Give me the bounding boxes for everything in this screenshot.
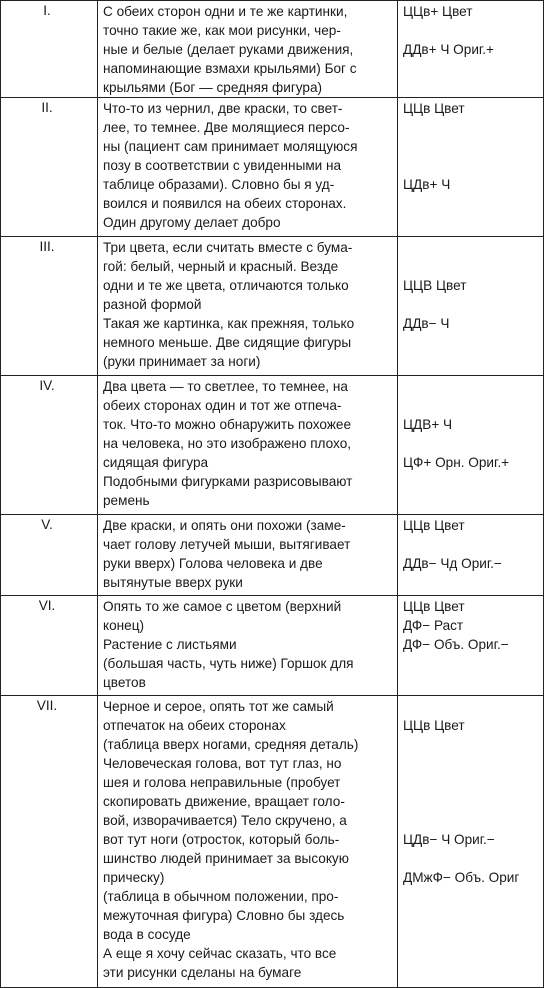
response-line: эти рисунки сделаны на бумаге bbox=[103, 965, 302, 980]
scoring-spacer bbox=[403, 811, 541, 830]
card-number: VI. bbox=[38, 598, 56, 613]
scoring-spacer bbox=[403, 754, 541, 773]
scoring-code: ЦЦв Цвет bbox=[403, 101, 465, 116]
response-line: Один другому делает добро bbox=[103, 215, 281, 230]
response-text-cell bbox=[98, 696, 398, 988]
scoring-code: ДДв− Ч bbox=[403, 316, 450, 331]
response-line: ток. Что-то можно обнаружить похожее bbox=[103, 417, 352, 432]
response-line: вой, изворачивается) Тело скручено, а bbox=[103, 813, 347, 828]
response-line: сидящая фигура bbox=[103, 455, 209, 470]
scoring-spacer bbox=[403, 118, 541, 137]
card-number: IV. bbox=[39, 378, 55, 393]
response-line: точно такие же, как мои рисунки, чер- bbox=[103, 23, 341, 38]
card-number-cell bbox=[1, 1, 98, 98]
response-line: ные и белые (делает руками движения, bbox=[103, 42, 354, 57]
table-row bbox=[1, 515, 544, 596]
scoring-cell bbox=[398, 596, 544, 696]
scoring-spacer bbox=[403, 377, 541, 396]
card-number-cell bbox=[1, 515, 98, 596]
response-line: Опять то же самое с цветом (верхний bbox=[103, 599, 342, 614]
scoring-code: ЦДв+ Ч bbox=[403, 177, 451, 192]
response-line: отпечаток на обеих сторонах bbox=[103, 718, 286, 733]
scoring-spacer bbox=[403, 773, 541, 792]
table-row bbox=[1, 98, 544, 237]
response-line: чает голову летучей мыши, вытягивает bbox=[103, 537, 351, 552]
response-line: воился и появился на обеих сторонах. bbox=[103, 196, 347, 211]
response-line: гой: белый, черный и красный. Везде bbox=[103, 259, 339, 274]
scoring-spacer bbox=[403, 735, 541, 754]
card-number: V. bbox=[41, 517, 53, 532]
response-line: шея и голова неправильные (пробует bbox=[103, 775, 341, 790]
scoring-spacer bbox=[403, 697, 541, 716]
scoring-cell bbox=[398, 376, 544, 515]
scoring-spacer bbox=[403, 535, 541, 554]
card-number-cell bbox=[1, 596, 98, 696]
card-number-cell bbox=[1, 237, 98, 376]
table-row bbox=[1, 1, 544, 98]
card-number-cell bbox=[1, 98, 98, 237]
scoring-cell bbox=[398, 237, 544, 376]
response-text-cell bbox=[98, 515, 398, 596]
response-line: Такая же картинка, как прежняя, только bbox=[103, 316, 355, 331]
scoring-code: ЦЦв Цвет bbox=[403, 718, 465, 733]
response-line: скопировать движение, вращает голо- bbox=[103, 794, 345, 809]
scoring-spacer bbox=[403, 21, 541, 40]
scoring-code: ДМжФ− Объ. Ориг bbox=[403, 870, 520, 885]
scoring-cell bbox=[398, 696, 544, 988]
scoring-spacer bbox=[403, 792, 541, 811]
response-line: конец) bbox=[103, 618, 145, 633]
scoring-code: ЦЦВ Цвет bbox=[403, 278, 467, 293]
scoring-code: ЦЦв Цвет bbox=[403, 518, 465, 533]
response-line: (таблица в обычном положении, про- bbox=[103, 889, 339, 904]
scoring-code: ЦДВ+ Ч bbox=[403, 417, 453, 432]
response-line: лее, то темнее. Две молящиеся персо- bbox=[103, 120, 350, 135]
response-line: Три цвета, если считать вместе с бума- bbox=[103, 240, 353, 255]
scoring-code: ЦЦв+ Цвет bbox=[403, 4, 473, 19]
scoring-code: ЦДв− Ч Ориг.− bbox=[403, 832, 495, 847]
table-row bbox=[1, 376, 544, 515]
card-number-cell bbox=[1, 696, 98, 988]
response-line: крыльями (Бог — средняя фигура) bbox=[103, 80, 323, 95]
response-line: цветов bbox=[103, 675, 146, 690]
response-line: ремень bbox=[103, 493, 150, 508]
response-line: позу в соответствии с увиденными на bbox=[103, 158, 342, 173]
table-row bbox=[1, 237, 544, 376]
card-number-cell bbox=[1, 376, 98, 515]
scoring-cell bbox=[398, 98, 544, 237]
response-line: ны (пациент сам принимает молящуюся bbox=[103, 139, 358, 154]
response-line: напоминающие взмахи крыльями) Бог с bbox=[103, 61, 357, 76]
response-line: вытянутые вверх руки bbox=[103, 575, 243, 590]
scoring-spacer bbox=[403, 849, 541, 868]
response-text-cell bbox=[98, 237, 398, 376]
scoring-spacer bbox=[403, 137, 541, 156]
response-line: (руки принимает за ноги) bbox=[103, 354, 261, 369]
response-line: межуточная фигура) Словно бы здесь bbox=[103, 908, 345, 923]
scoring-code: ДФ− Объ. Ориг.− bbox=[403, 637, 509, 652]
table-row bbox=[1, 596, 544, 696]
scoring-spacer bbox=[403, 396, 541, 415]
response-line: Человеческая голова, вот тут глаз, но bbox=[103, 756, 342, 771]
table-body bbox=[1, 1, 544, 988]
response-line: А еще я хочу сейчас сказать, что все bbox=[103, 946, 337, 961]
response-line: обеих сторонах один и тот же отпеча- bbox=[103, 398, 342, 413]
response-line: одни и те же цвета, отличаются только bbox=[103, 278, 349, 293]
scoring-code: ЦФ+ Орн. Ориг.+ bbox=[403, 455, 510, 470]
scoring-spacer bbox=[403, 434, 541, 453]
response-line: Подобными фигурками разрисовывают bbox=[103, 474, 353, 489]
response-line: Что-то из чернил, две краски, то свет- bbox=[103, 101, 343, 116]
response-line: руки вверх) Голова человека и две bbox=[103, 556, 323, 571]
response-line: прическу) bbox=[103, 870, 165, 885]
scoring-code: ДФ− Раст bbox=[403, 618, 464, 633]
response-text-cell bbox=[98, 376, 398, 515]
response-text-cell bbox=[98, 1, 398, 98]
scoring-code: ЦЦв Цвет bbox=[403, 599, 465, 614]
response-line: (большая часть, чуть ниже) Горшок для bbox=[103, 656, 354, 671]
response-line: Два цвета — то светлее, то темнее, на bbox=[103, 379, 348, 394]
response-text-cell bbox=[98, 596, 398, 696]
response-line: Растение с листьями bbox=[103, 637, 237, 652]
response-line: разной формой bbox=[103, 297, 202, 312]
response-line: немного меньше. Две сидящие фигуры bbox=[103, 335, 352, 350]
response-text-cell bbox=[98, 98, 398, 237]
card-number: III. bbox=[39, 239, 55, 254]
response-line: вода в сосуде bbox=[103, 927, 191, 942]
response-line: таблице образами). Словно бы я уд- bbox=[103, 177, 335, 192]
scoring-code: ДДв− Чд Ориг.− bbox=[403, 556, 502, 571]
table-row bbox=[1, 696, 544, 988]
response-line: Черное и серое, опять тот же самый bbox=[103, 699, 334, 714]
card-number: VII. bbox=[36, 698, 58, 713]
response-line: вот тут ноги (отросток, который боль- bbox=[103, 832, 340, 847]
response-line: Две краски, и опять они похожи (заме- bbox=[103, 518, 346, 533]
scoring-spacer bbox=[403, 257, 541, 276]
scoring-cell bbox=[398, 515, 544, 596]
scoring-spacer bbox=[403, 238, 541, 257]
response-line: (таблица вверх ногами, средняя деталь) bbox=[103, 737, 359, 752]
scoring-code: ДДв+ Ч Ориг.+ bbox=[403, 42, 494, 57]
scoring-cell bbox=[398, 1, 544, 98]
response-line: на человека, но это изображено плохо, bbox=[103, 436, 352, 451]
card-number: I. bbox=[43, 3, 51, 18]
scoring-spacer bbox=[403, 295, 541, 314]
response-line: С обеих сторон одни и те же картинки, bbox=[103, 4, 348, 19]
response-line: шинство людей принимает за высокую bbox=[103, 851, 349, 866]
card-number: II. bbox=[41, 100, 53, 115]
scoring-spacer bbox=[403, 156, 541, 175]
